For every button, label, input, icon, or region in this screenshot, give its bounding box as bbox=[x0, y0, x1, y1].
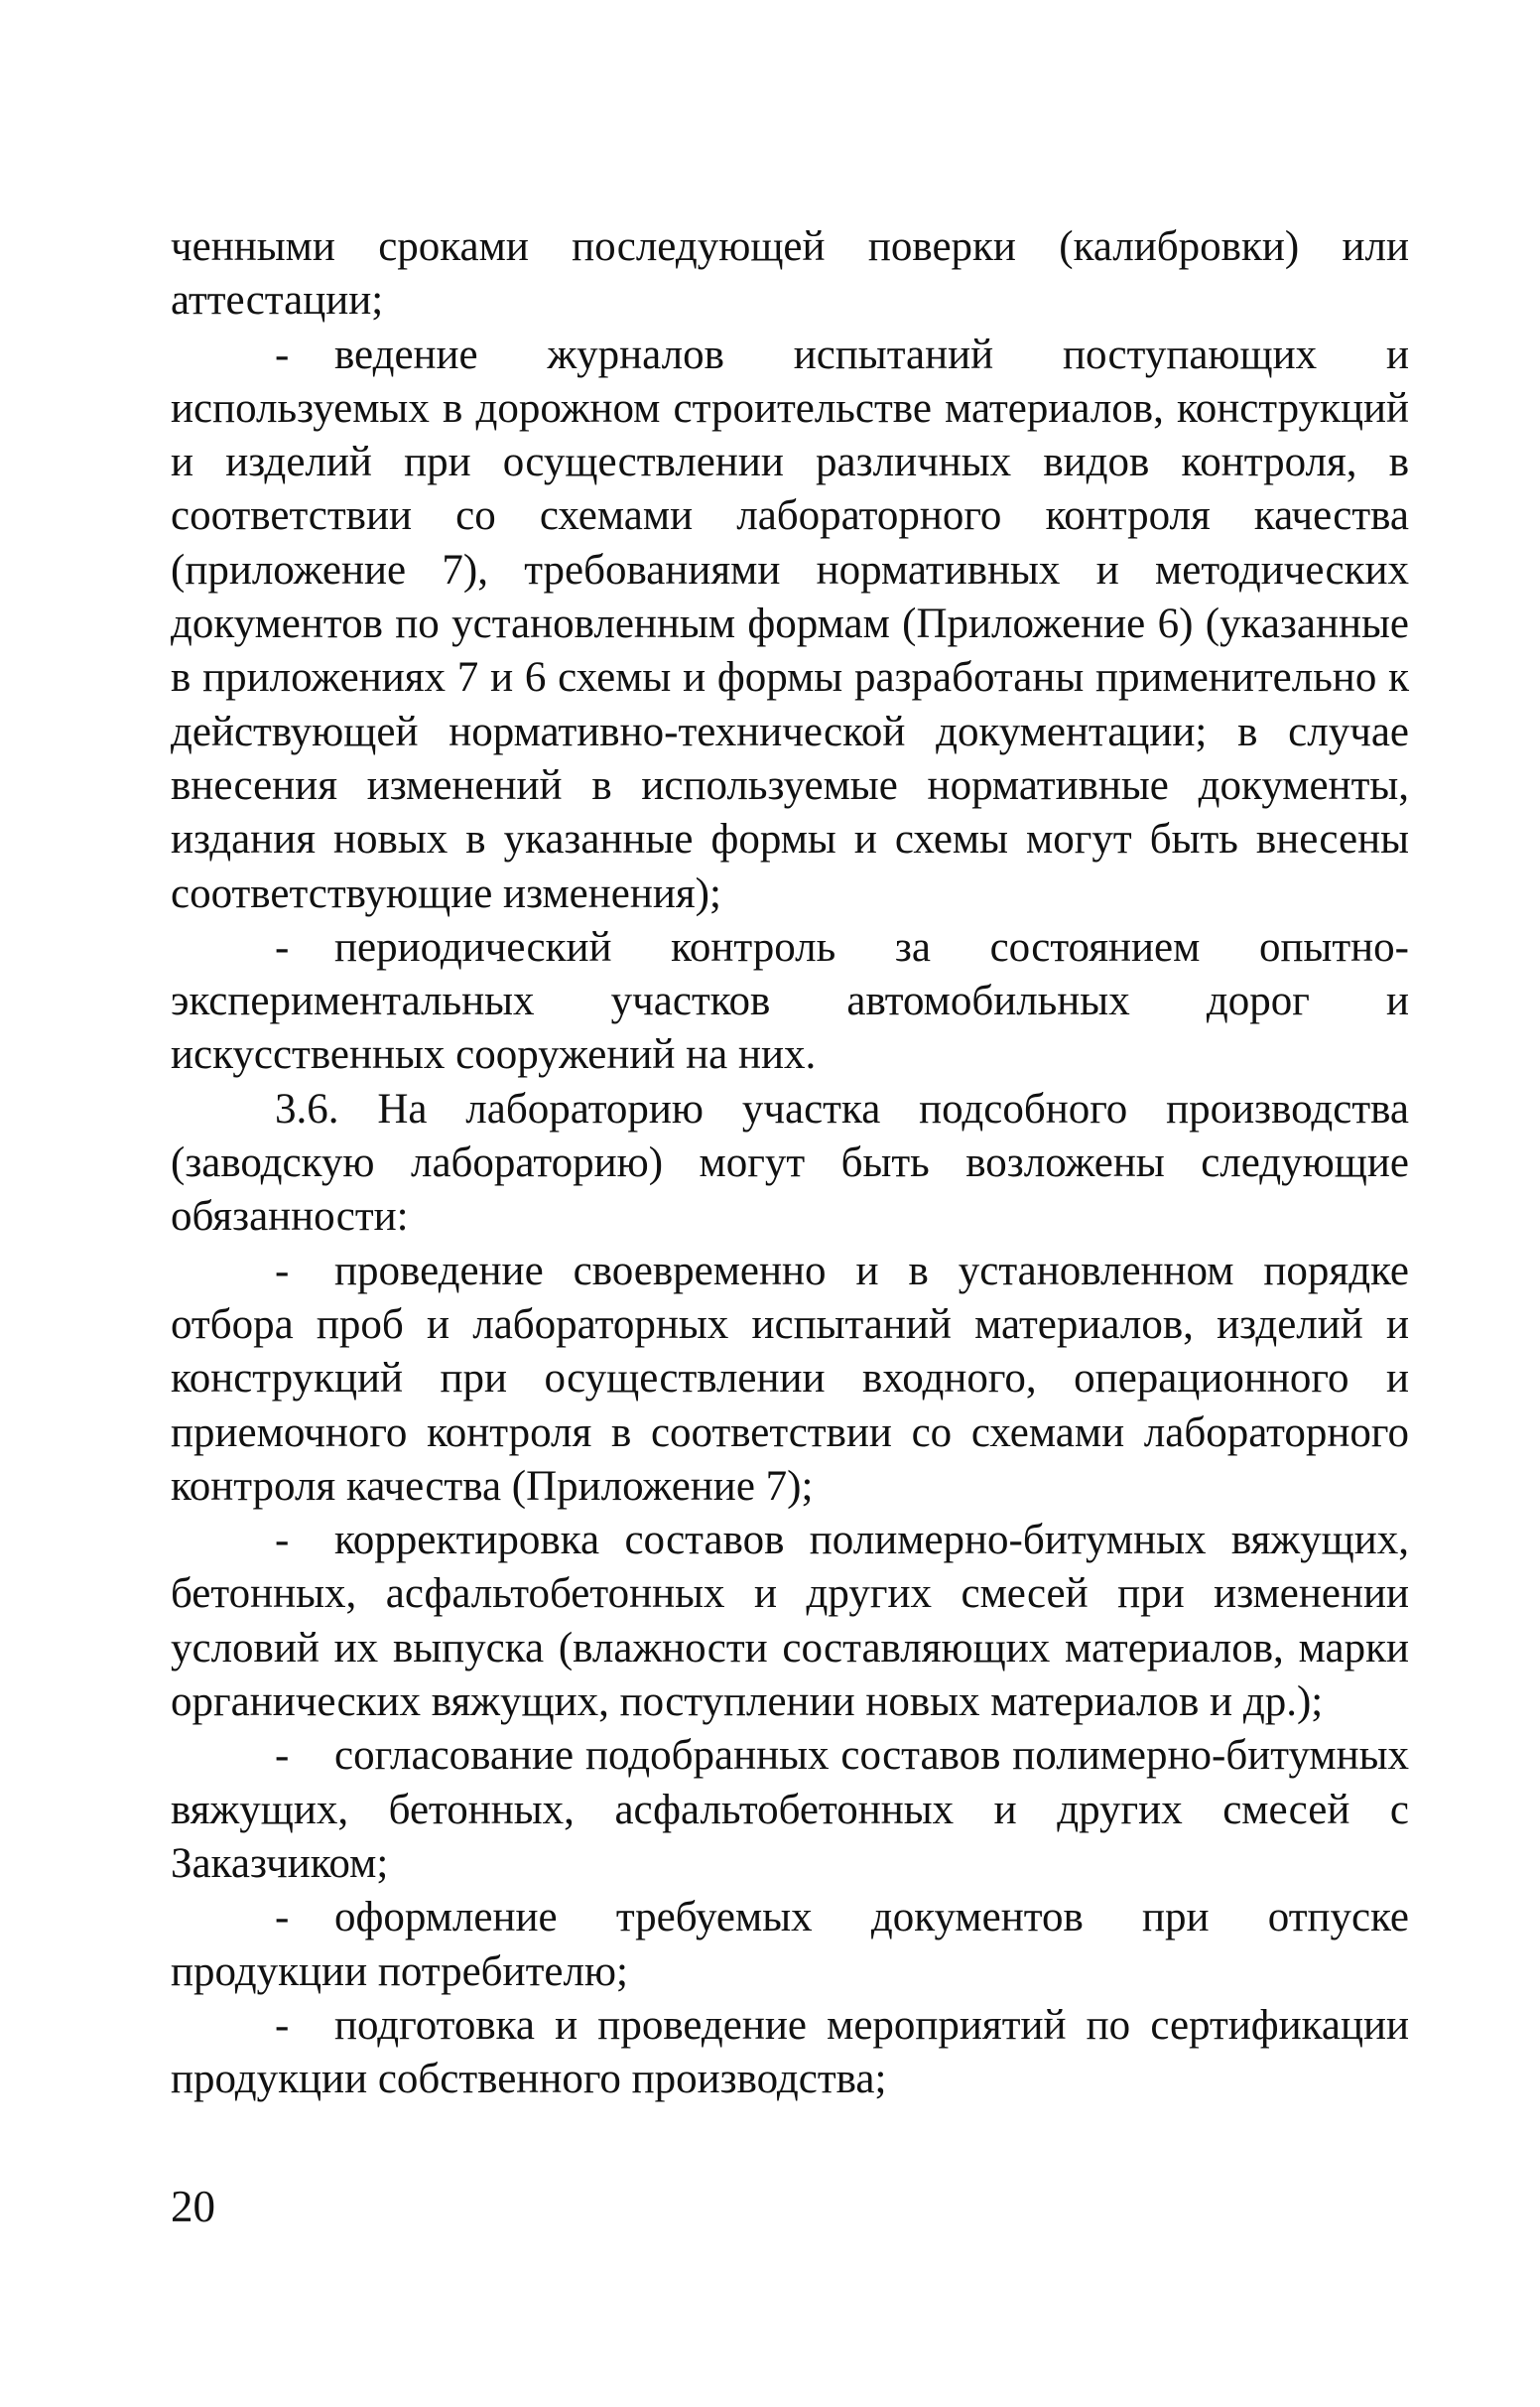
paragraph-continuation: ченными сроками последующей поверки (калибровки) или аттестации; bbox=[171, 223, 1409, 325]
page-number: 20 bbox=[171, 2182, 215, 2231]
bullet-dash: - bbox=[275, 1732, 290, 1780]
list-item-text: периодический контроль за состоянием опытно-экспериментальных участков автомобильных дорог и искусственных сооружений на них. bbox=[171, 923, 1409, 1079]
list-item bbox=[171, 921, 1409, 1083]
list-item-text: проведение своевременно и в установленном порядке отбора проб и лабораторных испытаний материалов, изделий и конструкций при осуществлении входного, операционного и приемочного контроля в соответствии со схемами лабораторного контроля качества (Приложение 7); bbox=[171, 1247, 1409, 1510]
list-item-text: корректировка составов полимерно-битумных вяжущих, бетонных, асфальтобетонных и других смесей при изменении условий их выпуска (влажности составляющих материалов, марки органических вяжущих, поступлении новых материалов и др.); bbox=[171, 1517, 1409, 1726]
bullet-dash: - bbox=[275, 923, 290, 971]
list-item-text: оформление требуемых документов при отпуске продукции потребителю; bbox=[171, 1894, 1409, 1995]
list-item bbox=[171, 1729, 1409, 1891]
list-item bbox=[171, 1514, 1409, 1729]
list-item-text: согласование подобранных составов полимерно-битумных вяжущих, бетонных, асфальтобетонных и других смесей с Заказчиком; bbox=[171, 1732, 1409, 1887]
list-item bbox=[171, 1245, 1409, 1514]
list-item bbox=[171, 1891, 1409, 1999]
page-content bbox=[171, 220, 1409, 2106]
bullet-dash: - bbox=[275, 2001, 290, 2049]
list-item-text: ведение журналов испытаний поступающих и используемых в дорожном строительстве материалов, конструкций и изделий при осуществлении различных видов контроля, в соответствии со схемами лабораторного контроля качества (приложение 7), требованиями нормативных и методических документов по установленным формам (Приложение 6) (указанные в приложениях 7 и 6 схемы и формы разработаны применительно к действующей нормативно-технической документации; в случае внесения изменений в используемые нормативные документы, издания новых в указанные формы и схемы могут быть внесены соответствующие изменения); bbox=[171, 331, 1409, 917]
bullet-dash: - bbox=[275, 1517, 290, 1564]
list-item bbox=[171, 329, 1409, 921]
list-item-text: подготовка и проведение мероприятий по сертификации продукции собственного производства; bbox=[171, 2001, 1409, 2103]
section-paragraph: 3.6. На лабораторию участка подсобного производства (заводскую лабораторию) могут быть возложены следующие обязанности: bbox=[171, 1085, 1409, 1241]
bullet-dash: - bbox=[275, 1894, 290, 1941]
bullet-dash: - bbox=[275, 331, 290, 378]
body-text bbox=[171, 220, 1409, 2106]
list-item bbox=[171, 1999, 1409, 2107]
bullet-dash: - bbox=[275, 1247, 290, 1294]
